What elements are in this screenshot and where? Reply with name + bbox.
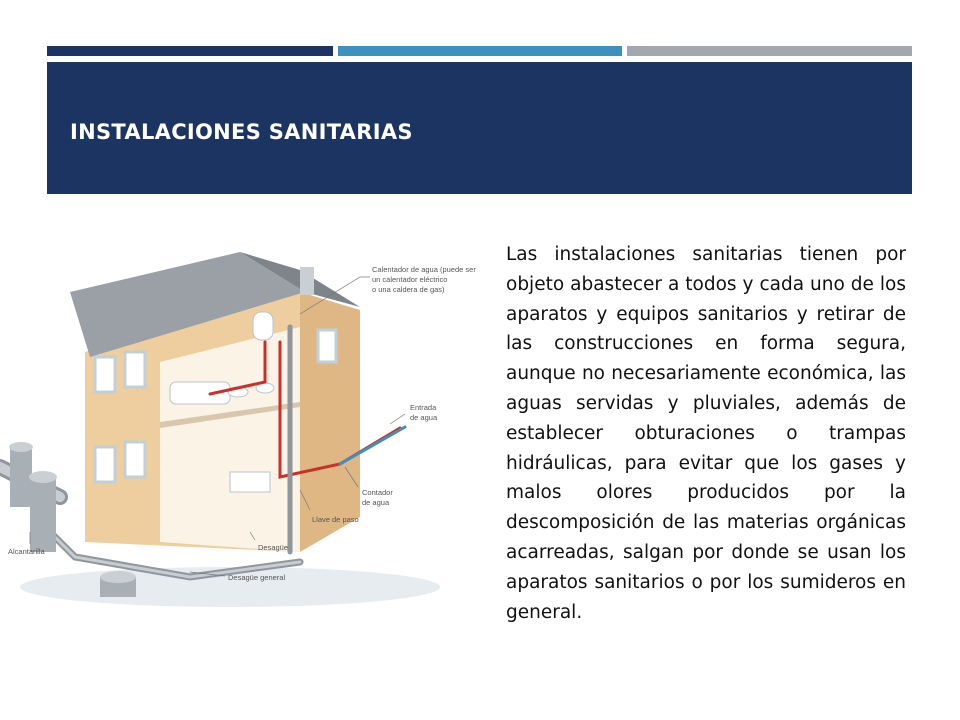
label-calentador-2: un calentador eléctrico: [372, 275, 448, 284]
label-entrada-2: de agua: [410, 413, 438, 422]
house-plumbing-cutaway-illustration: [0, 232, 500, 632]
label-contador-1: Contador: [362, 488, 393, 497]
title-banner: [47, 62, 912, 194]
accent-bar-blue: [338, 46, 622, 56]
label-llave-de-paso: Llave de paso: [312, 515, 359, 524]
slide-title: INSTALACIONES SANITARIAS: [70, 120, 413, 144]
label-calentador-3: o una caldera de gas): [372, 285, 445, 294]
label-entrada-1: Entrada: [410, 403, 437, 412]
label-contador-2: de agua: [362, 498, 390, 507]
label-calentador-1: Calentador de agua (puede ser: [372, 265, 476, 274]
label-desague-general: Desagüe general: [228, 573, 286, 582]
top-accent-bars: [47, 46, 912, 56]
accent-bar-navy: [47, 46, 333, 56]
label-desague: Desagüe: [258, 543, 289, 552]
slide-body-text: Las instalaciones sanitarias tienen por objeto abastecer a todos y cada uno de los aparatos y equipos sanitarios y retirar de las construcciones en forma segura, aunque no necesariamente económica, las aguas servidas y pluviales, además de establecer obturaciones o trampas hidráulicas, para evitar que los gases y malos olores producidos por la descomposición de las materias orgánicas acarreadas, salgan por donde se usan los aparatos sanitarios o por los sumideros en general.: [506, 244, 906, 623]
accent-bar-grey: [627, 46, 912, 56]
label-alcantarilla: Alcantarilla: [8, 547, 45, 556]
chimney: [300, 267, 314, 295]
